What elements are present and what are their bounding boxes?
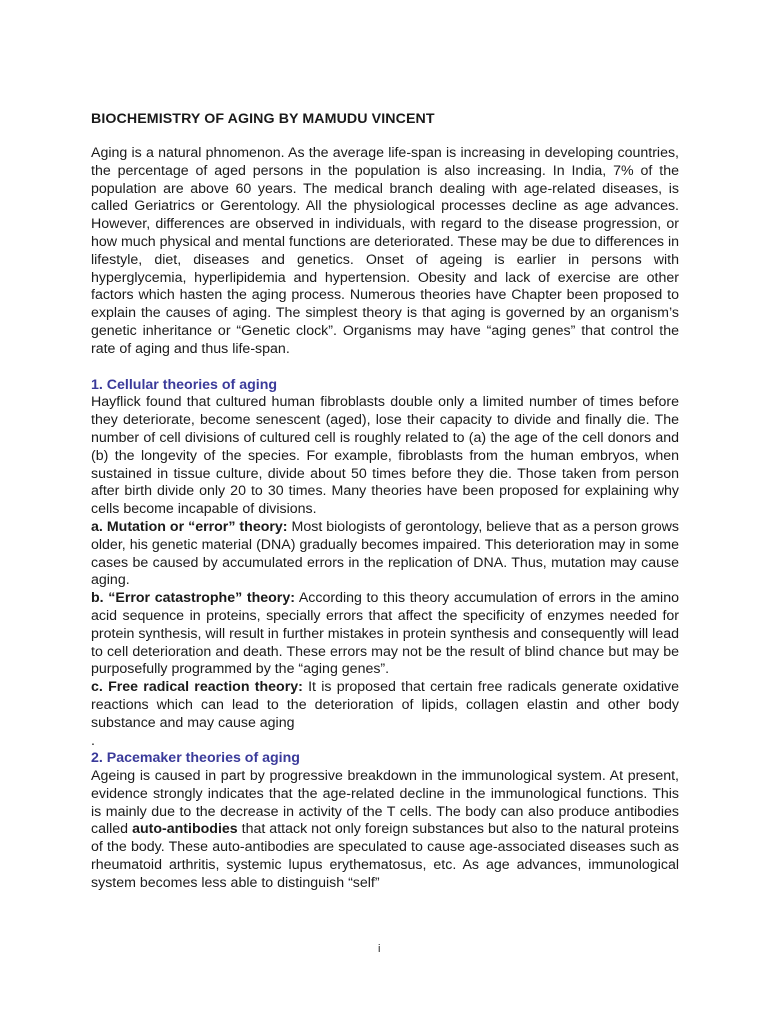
theory-a-label: a. Mutation or “error” theory:: [91, 518, 288, 535]
theory-a-text: Most biologists of gerontology, believe that as a person grows older, his genetic material (DNA) gradually becomes impaired. This deterioration may in some cases be caused by accumulated errors in the replication of DNA. Thus, mutation may cause aging.: [91, 518, 679, 589]
section2-heading: 2. Pacemaker theories of aging: [91, 750, 300, 767]
theory-c-paragraph: [91, 679, 679, 732]
intro-paragraph: Aging is a natural phnomenon. As the average life-span is increasing in developing countries, the percentage of aged persons in the population is also increasing. In India, 7% of the population are above 60 years. The medical branch dealing with age-related diseases, is called Geriatrics or Gerentology. All the physiological processes decline as age advances. However, differences are observed in individuals, with regard to the disease progression, or how much physical and mental functions are deteriorated. These may be due to differences in lifestyle, diet, diseases and genetics. Onset of ageing is earlier in persons with hyperglycemia, hyperlipidemia and hypertension. Obesity and lack of exercise are other factors which hasten the aging process. Numerous theories have Chapter been proposed to explain the causes of aging. The simplest theory is that aging is governed by an organism’s genetic inheritance or “Genetic clock”. Organisms may have “aging genes” that control the rate of aging and thus life-span.: [91, 145, 679, 357]
section2-body-part2: that attack not only foreign substances but also to the natural proteins of the body. These auto-antibodies are speculated to cause age-associated diseases such as rheumatoid arthritis, systemic lupus erythematosus, etc. As age advances, immunological system becomes less able to distinguish “self”: [91, 821, 680, 891]
document-title: BIOCHEMISTRY OF AGING BY MAMUDU VINCENT: [91, 111, 435, 127]
section1-heading: 1. Cellular theories of aging: [91, 376, 278, 393]
document-content: [91, 110, 679, 893]
theory-a-paragraph: [91, 519, 679, 590]
theory-b-paragraph: [91, 590, 679, 679]
stray-period: .: [91, 732, 95, 749]
section1-body: Hayflick found that cultured human fibroblasts double only a limited number of times before they deteriorate, become senescent (aged), lose their capacity to divide and finally die. The number of cell divisions of cultured cell is roughly related to (a) the age of the cell donors and (b) the longevity of the species. For example, fibroblasts from the human embryos, when sustained in tissue culture, divide about 50 times before they die. Those taken from person after birth divide only 20 to 30 times. Many theories have been proposed for explaining why cells become incapable of divisions.: [91, 394, 679, 518]
auto-antibodies-term: auto-antibodies: [132, 821, 238, 838]
section2-body: [91, 768, 679, 893]
theory-c-label: c. Free radical reaction theory:: [91, 679, 303, 696]
theory-c-text: It is proposed that certain free radicals generate oxidative reactions which can lead to the deterioration of lipids, collagen elastin and other body substance and may cause aging: [91, 679, 679, 731]
theory-b-label: b. “Error catastrophe” theory:: [91, 590, 295, 607]
theory-b-text: According to this theory accumulation of errors in the amino acid sequence in proteins, specially errors that affect the specificity of enzymes needed for protein synthesis, will result in further mistakes in protein synthesis and consequently will lead to cell deterioration and death. These errors may not be the result of blind chance but may be purposefully programmed by the “aging genes”.: [91, 590, 679, 678]
section2-body-part1: Ageing is caused in part by progressive breakdown in the immunological system. At present, evidence strongly indicates that the age-related decline in the immunological functions. This is mainly due to the decrease in activity of the T cells. The body can also produce antibodies called: [91, 768, 679, 838]
page-number: i: [378, 943, 381, 955]
